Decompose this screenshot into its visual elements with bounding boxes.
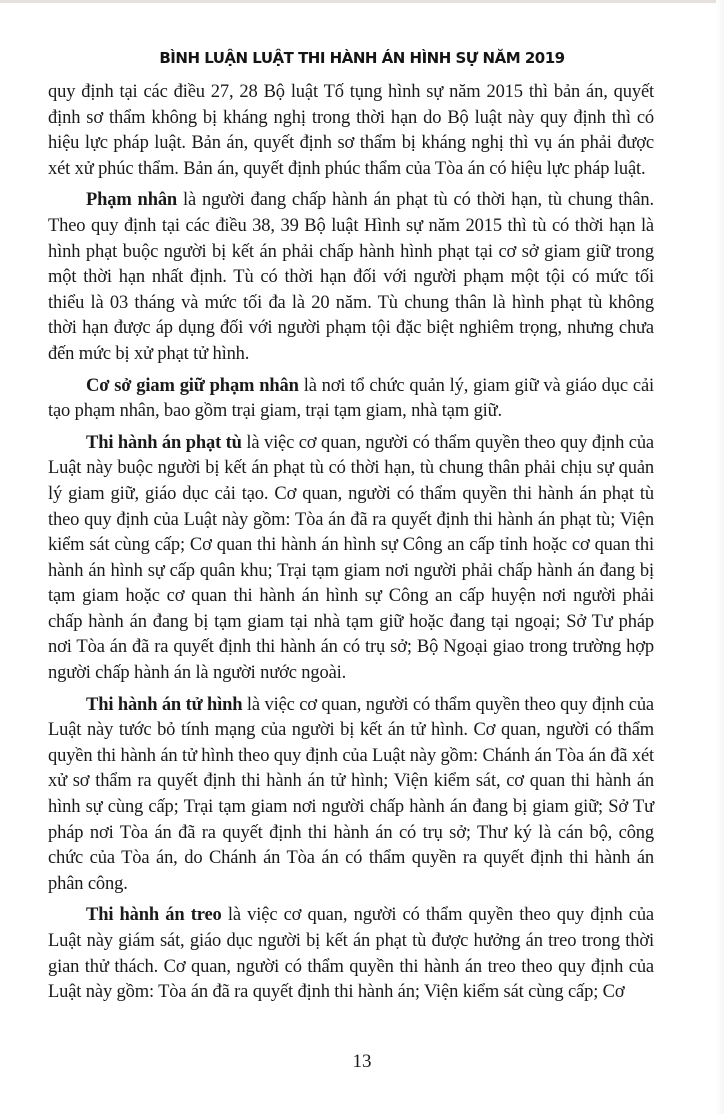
defined-term: Thi hành án phạt tù bbox=[86, 432, 242, 453]
paragraph-thi-hanh-an-treo bbox=[48, 903, 654, 1005]
paragraph-text: là nơi tổ chức quản lý, giam giữ và giáo dục cải tạo phạm nhân, bao gồm trại giam, trại tạm giam, nhà tạm giữ. bbox=[48, 375, 654, 422]
page-number: 13 bbox=[352, 1050, 372, 1072]
defined-term: Thi hành án tử hình bbox=[86, 694, 243, 715]
paragraph-text: là người đang chấp hành án phạt tù có thời hạn, tù chung thân. Theo quy định tại các điều 38, 39 Bộ luật Hình sự năm 2015 thì tù có thời hạn là hình phạt buộc người bị kết án phải chấp hành hình phạt tại cơ sở giam giữ trong một thời hạn nhất định. Tù có thời hạn đối với người phạm một tội có mức tối thiểu là 03 tháng và mức tối đa là 20 năm. Tù chung thân là hình phạt tù không thời hạn được áp dụng đối với người phạm tội đặc biệt nghiêm trọng, nhưng chưa đến mức bị xử phạt tử hình. bbox=[48, 190, 654, 364]
paragraph-text: là việc cơ quan, người có thẩm quyền theo quy định của Luật này giám sát, giáo dục người bị kết án phạt tù được hưởng án treo trong thời gian thử thách. Cơ quan, người có thẩm quyền thi hành án treo theo quy định của Luật này gồm: Tòa án đã ra quyết định thi hành án; Viện kiểm sát cùng cấp; Cơ bbox=[48, 905, 654, 1003]
paragraph-text: là việc cơ quan, người có thẩm quyền theo quy định của Luật này buộc người bị kết án phạt tù có thời hạn, tù chung thân phải chịu sự quản lý giam giữ, giáo dục cải tạo. Cơ quan, người có thẩm quyền thi hành án phạt tù theo quy định của Luật này gồm: Tòa án đã ra quyết định thi hành án phạt tù; Viện kiểm sát cùng cấp; Cơ quan thi hành án hình sự Công an cấp tỉnh hoặc cơ quan thi hành án hình sự cấp quân khu; Trại tạm giam nơi người phải chấp hành án đang bị tạm giam hoặc cơ quan thi hành án hình sự Công an cấp huyện nơi người phải chấp hành án đang bị tạm giam tại nhà tạm giữ hoặc đang tại ngoại; Sở Tư pháp nơi Tòa án đã ra quyết định thi hành án có trụ sở; Bộ Ngoại giao trong trường hợp người chấp hành án là người nước ngoài. bbox=[48, 432, 654, 684]
defined-term: Phạm nhân bbox=[86, 190, 178, 211]
paragraph-pham-nhan bbox=[48, 188, 654, 367]
defined-term: Thi hành án treo bbox=[86, 905, 222, 926]
paragraph-co-so-giam-giu bbox=[48, 374, 654, 425]
running-header: BÌNH LUẬN LUẬT THI HÀNH ÁN HÌNH SỰ NĂM 2019 bbox=[159, 49, 565, 67]
paragraph-text: quy định tại các điều 27, 28 Bộ luật Tố tụng hình sự năm 2015 thì bản án, quyết định sơ thẩm không bị kháng nghị trong thời hạn do Bộ luật này quy định thì có hiệu lực pháp luật. Bản án, quyết định sơ thẩm bị kháng nghị thì vụ án phải được xét xử phúc thẩm. Bản án, quyết định phúc thẩm của Tòa án có hiệu lực pháp luật. bbox=[48, 82, 654, 179]
paragraph-thi-hanh-an-tu-hinh bbox=[48, 693, 654, 898]
paragraph-text: là việc cơ quan, người có thẩm quyền theo quy định của Luật này tước bỏ tính mạng của người bị kết án tử hình. Cơ quan, người có thẩm quyền thi hành án tử hình theo quy định của Luật này gồm: Chánh án Tòa án đã xét xử sơ thẩm ra quyết định thi hành án tử hình; Viện kiểm sát, cơ quan thi hành án hình sự cùng cấp; Trại tạm giam nơi người chấp hành án đang bị giam giữ; Sở Tư pháp nơi Tòa án đã ra quyết định thi hành án có trụ sở; Thư ký là cán bộ, công chức của Tòa án, do Chánh án Tòa án có thẩm quyền ra quyết định thi hành án phân công. bbox=[48, 694, 654, 894]
paragraph-thi-hanh-an-phat-tu bbox=[48, 431, 654, 687]
body-text bbox=[48, 80, 654, 1006]
paragraph-continuation bbox=[48, 80, 654, 182]
defined-term: Cơ sở giam giữ phạm nhân bbox=[86, 375, 299, 396]
